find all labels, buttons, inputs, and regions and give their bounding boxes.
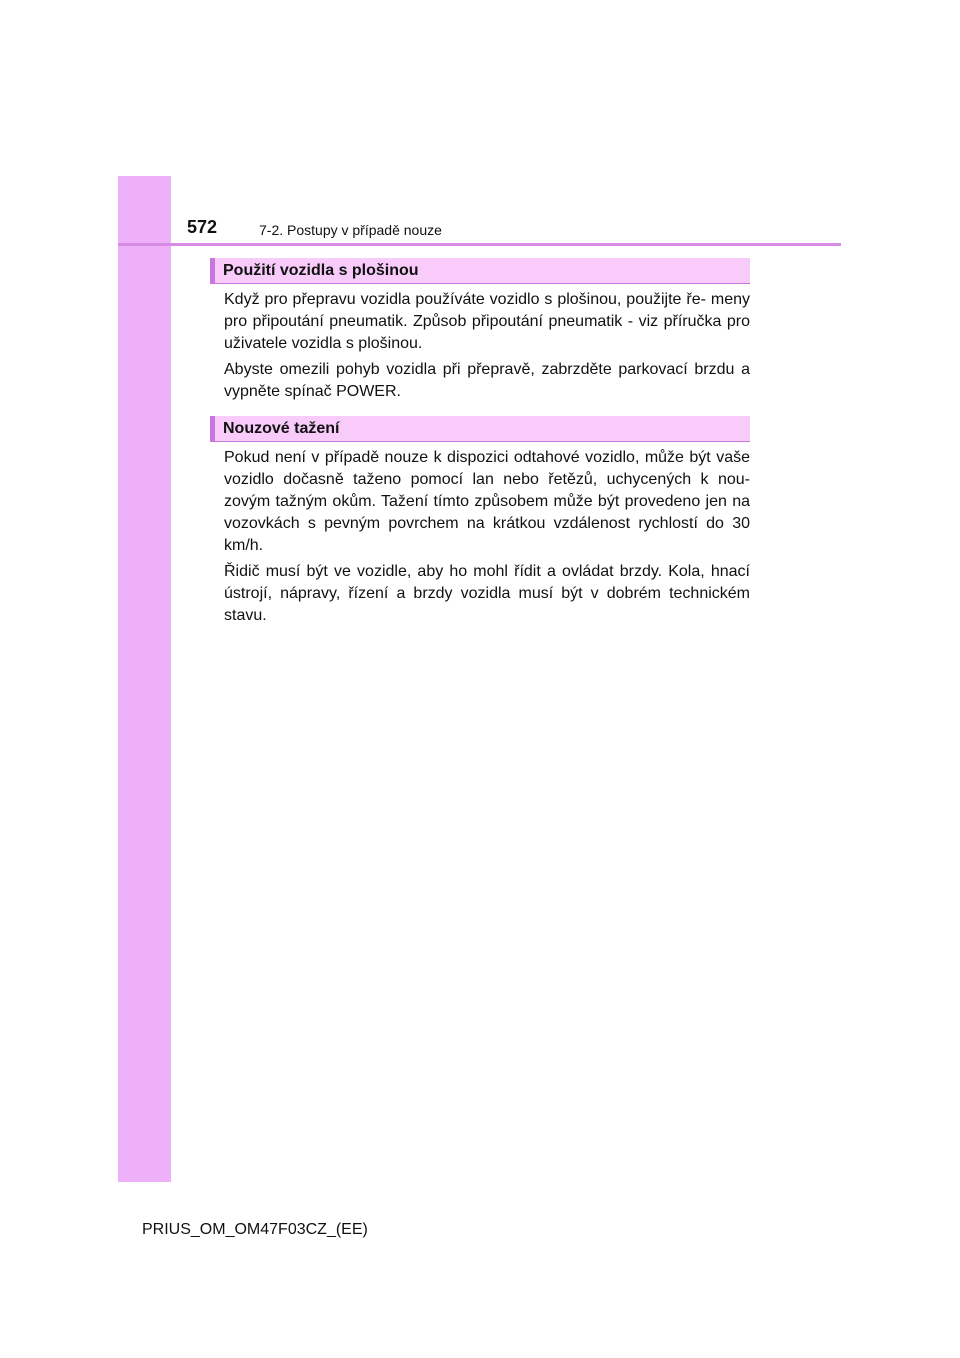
chapter-side-strip [118, 176, 171, 1182]
paragraph-tie-down: Když pro přepravu vozidla používáte vozidlo s plošinou, použijte ře- meny pro připoutání pneumatik. Způsob připoutání pneumatik - viz příručka pro uživatele vozidla s plošinou. [224, 291, 750, 352]
chapter-title: 7-2. Postupy v případě nouze [259, 222, 442, 238]
paragraph-driver-requirements: Řidič musí být ve vozidle, aby ho mohl řídit a ovládat brzdy. Kola, hnací ústrojí, nápravy, řízení a brzdy vozidla musí být v dobrém technickém stavu. [224, 563, 750, 624]
page-number: 572 [187, 217, 218, 237]
section-title: Nouzové tažení [223, 420, 340, 437]
section-title: Použití vozidla s plošinou [223, 262, 419, 279]
header-rule [118, 243, 841, 246]
footer-document-code: PRIUS_OM_OM47F03CZ_(EE) [142, 1221, 368, 1238]
section-heading-emergency-towing [210, 416, 750, 442]
paragraph-parking-brake: Abyste omezili pohyb vozidla při přepravě, zabrzděte parkovací brzdu a vypněte spínač POWER. [224, 361, 750, 400]
section-heading-flatbed [210, 258, 750, 284]
paragraph-towing-conditions: Pokud není v případě nouze k dispozici odtahové vozidlo, může být vaše vozidlo dočasně taženo pomocí lan nebo řetězů, uchycených k nou- zovým tažným okům. Tažení tímto způsobem může být provedeno jen na vozovkách s pevným povrchem na krátkou vzdálenost rychlostí do 30 km/h. [224, 449, 750, 554]
